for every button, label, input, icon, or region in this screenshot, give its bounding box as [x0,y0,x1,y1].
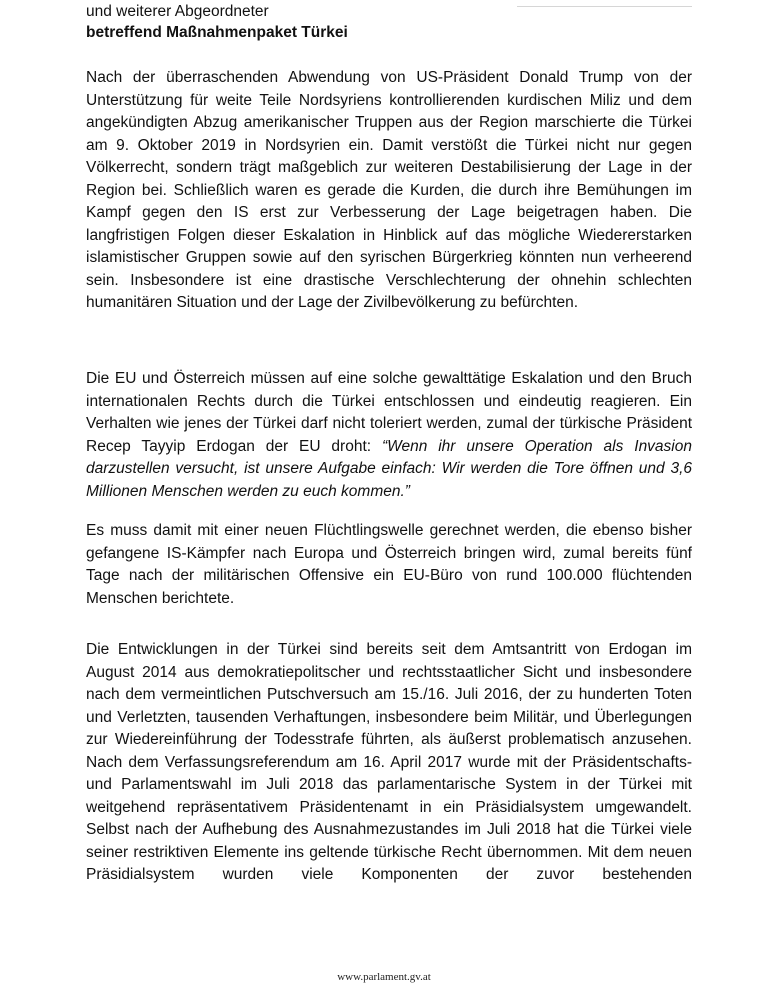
footer-url: www.parlament.gv.at [337,971,431,983]
paragraph-2-text: Die EU und Österreich müssen auf eine solche gewalttätige Eskalation und den Bruch internationalen Rechts durch die Türkei entschlossen und eindeutig reagieren. Ein Verhalten wie jenes der Türkei darf nicht toleriert werden, zumal der türkische Präsident Recep Tayyip Erdogan der EU droht: [86,370,692,455]
paragraph-4: Die Entwicklungen in der Türkei sind bereits seit dem Amtsantritt von Erdogan im August 2014 aus demokratiepolitscher und rechtsstaatlicher Sicht und insbesondere nach dem vermeintlichen Putschversuch am 15./16. Juli 2016, der zu hunderten Toten und Verletzten, tausenden Verhaftungen, insbesondere beim Militär, und Überlegungen zur Wiedereinführung der Todesstrafe führten, als äußerst problematisch anzusehen. Nach dem Verfassungsreferendum am 16. April 2017 wurde mit der Präsidentschafts- und Parlamentswahl im Juli 2018 das parlamentarische System in der Türkei mit weitgehend repräsentativem Präsidentenamt in ein Präsidialsystem umgewandelt. Selbst nach der Aufhebung des Ausnahmezustandes im Juli 2018 hat die Türkei viele seiner restriktiven Elemente ins geltende türkische Recht übernommen. Mit dem neuen Präsidialsystem wurden viele Komponenten der zuvor bestehenden [86,641,692,883]
paragraph-3: Es muss damit mit einer neuen Flüchtlingswelle gerechnet werden, die ebenso bisher gefangene IS-Kämpfer nach Europa und Österreich bringen wird, zumal bereits fünf Tage nach der militärischen Offensive ein EU-Büro von rund 100.000 flüchtenden Menschen berichtete. [86,522,692,607]
header-subject: betreffend Maßnahmenpaket Türkei [86,24,348,41]
header-signatories: und weiterer Abgeordneter [86,3,269,20]
scan-artifact-line [517,6,692,7]
paragraph-2 [86,368,692,503]
paragraph-1: Nach der überraschenden Abwendung von US-Präsident Donald Trump von der Unterstützung für weite Teile Nordsyriens kontrollierenden kurdischen Miliz und dem angekündigten Abzug amerikanischer Truppen aus der Region marschierte die Türkei am 9. Oktober 2019 in Nordsyrien ein. Damit verstößt die Türkei nicht nur gegen Völkerrecht, sondern trägt maßgeblich zur weiteren Destabilisierung der Lage in der Region bei. Schließlich waren es gerade die Kurden, die durch ihre Bemühungen im Kampf gegen den IS erst zur Verbesserung der Lage beigetragen haben. Die langfristigen Folgen dieser Eskalation in Hinblick auf das mögliche Wiedererstarken islamistischer Gruppen sowie auf den syrischen Bürgerkrieg könnten nun verheerend sein. Insbesondere ist eine drastische Verschlechterung der ohnehin schlechten humanitären Situation und der Lage der Zivilbevölkerung zu befürchten. [86,69,692,311]
erdogan-quote: “Wenn ihr unsere Operation als Invasion darzustellen versucht, ist unsere Aufgabe einfach: Wir werden die Tore öffnen und 3,6 Millionen Menschen werden zu euch kommen.” [86,437,692,500]
